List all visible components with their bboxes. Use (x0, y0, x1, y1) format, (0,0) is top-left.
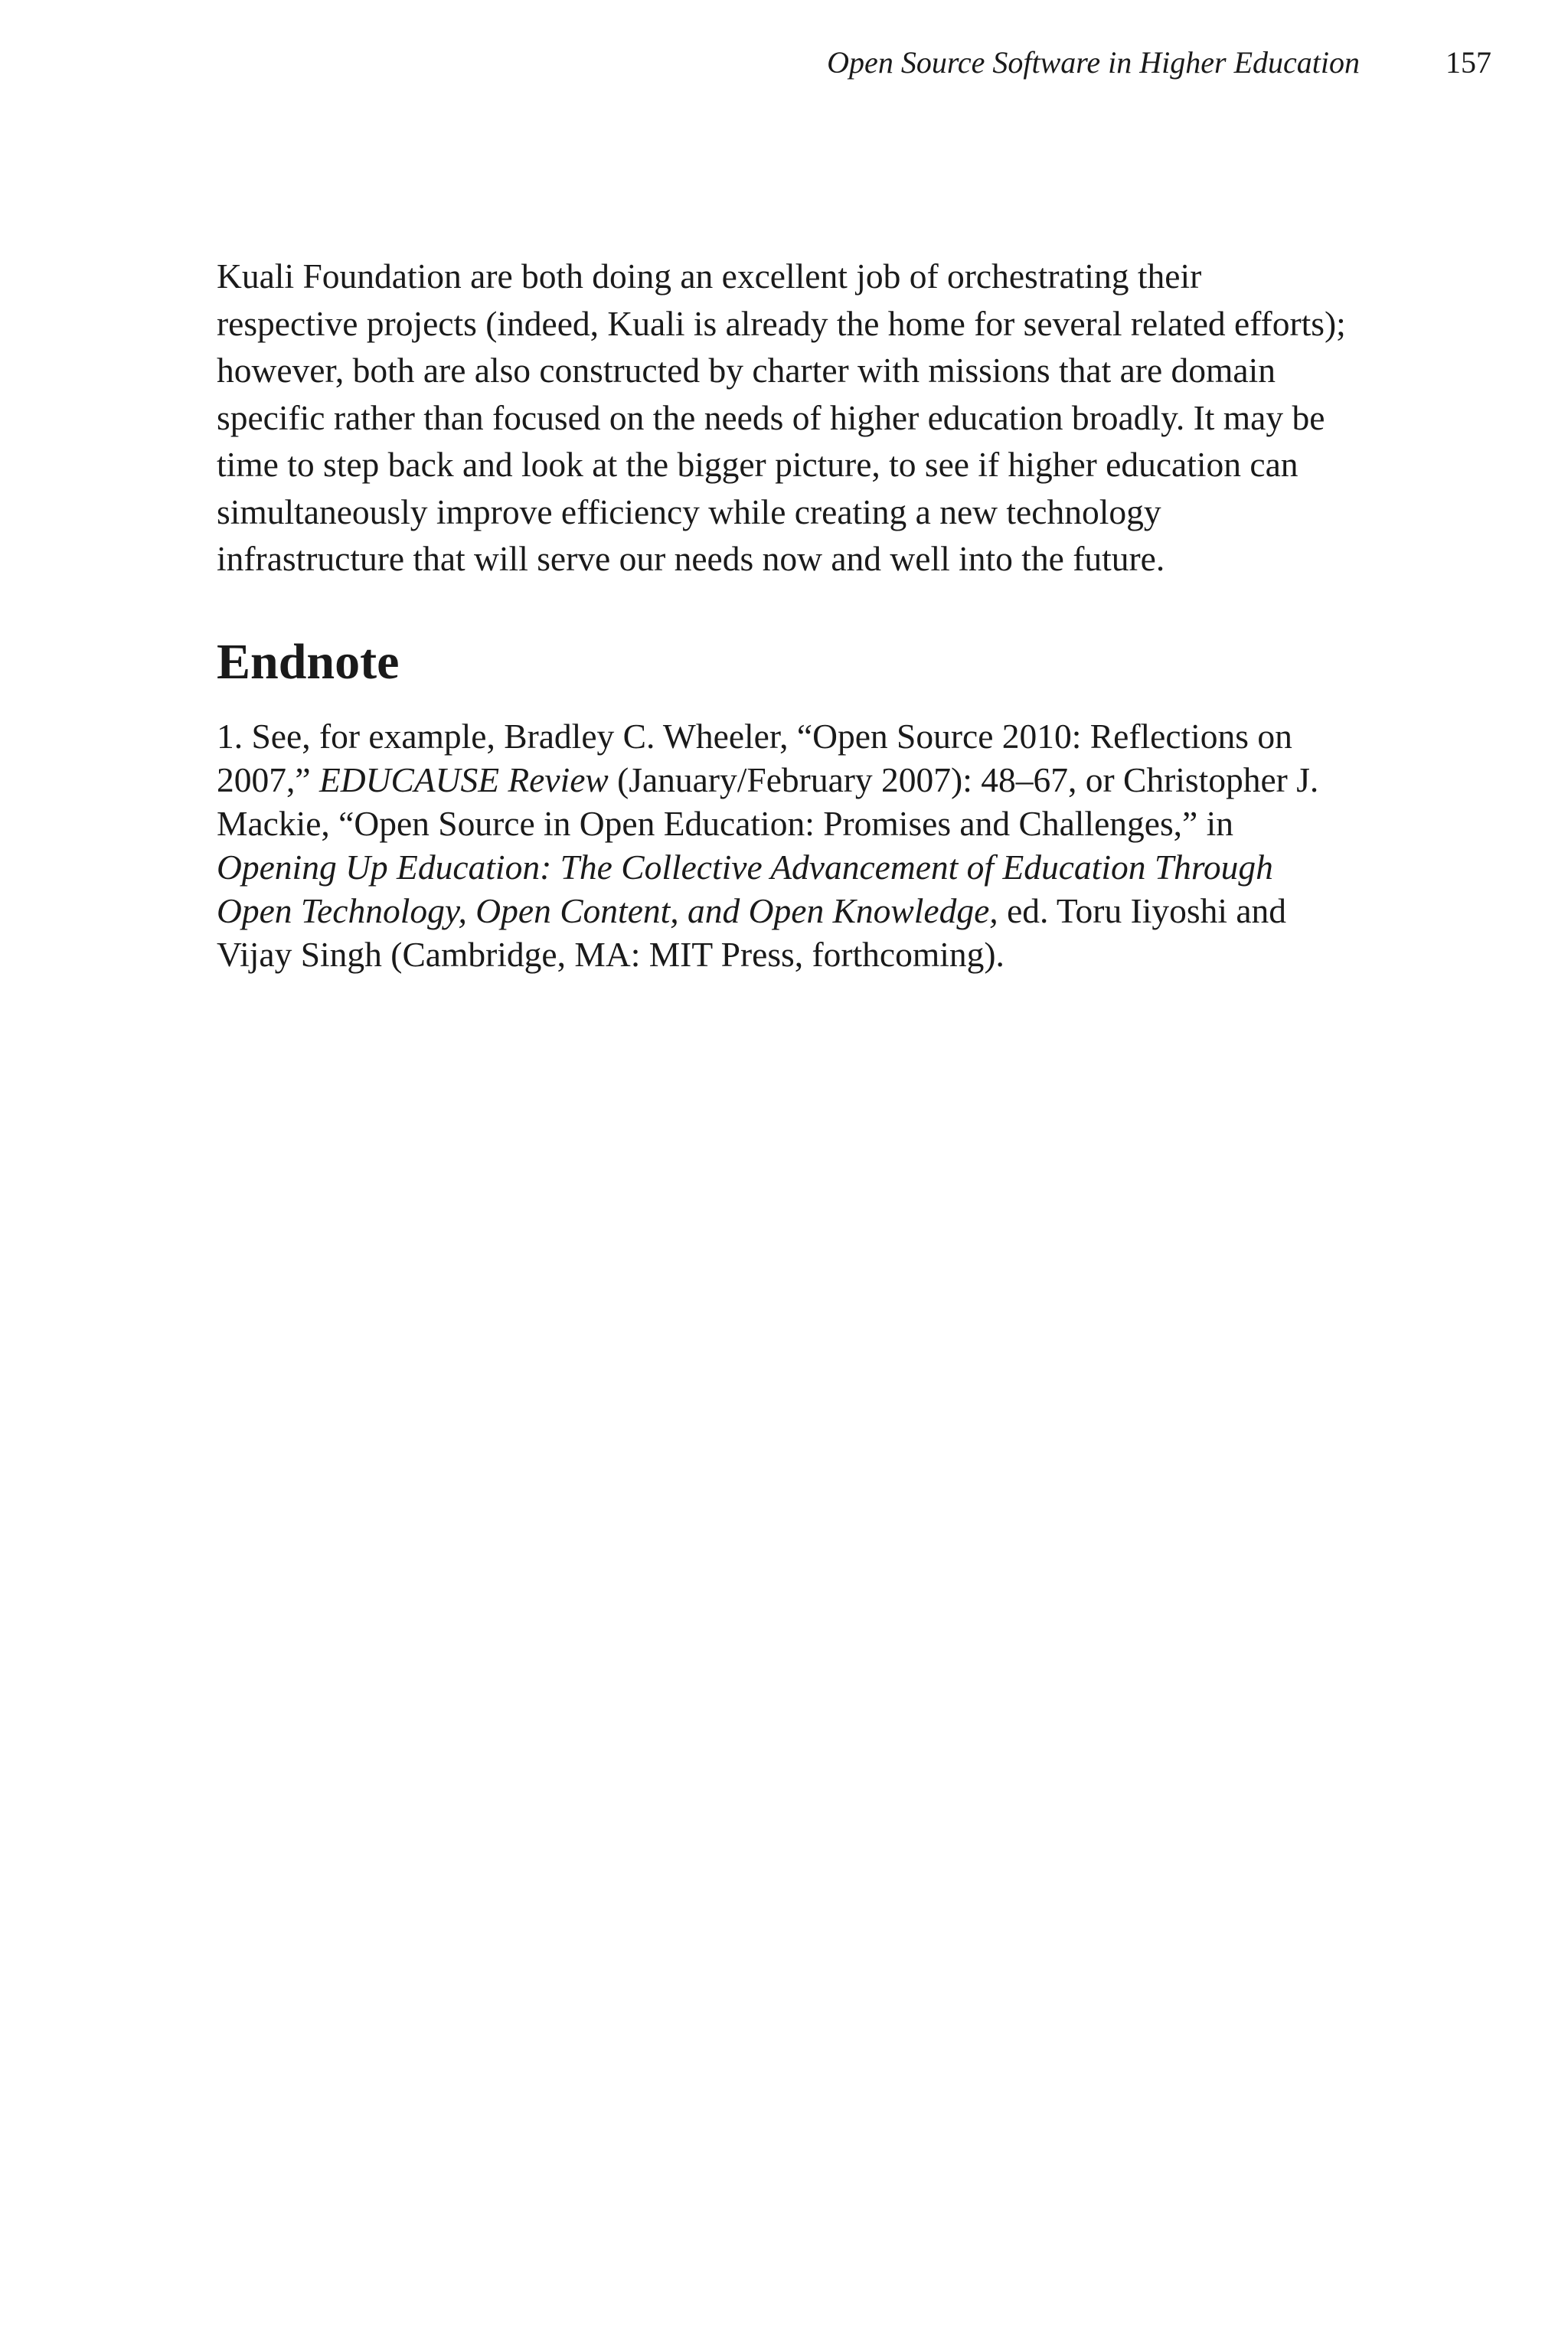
endnote-1-text-1: 1. See, for example, Bradley C. Wheeler, “Open Source 2010: Reflections on 2007,” (217, 717, 1292, 800)
page-number: 157 (1446, 45, 1491, 80)
endnote-1-journal-title: EDUCAUSE Review (318, 760, 609, 800)
endnote-1-text-3: ed. Toru Iiyoshi and Vijay Singh (Cambridge, MA: MIT Press, forthcoming). (217, 891, 1287, 975)
page-content (217, 253, 1350, 976)
running-head (827, 47, 1491, 78)
endnote-heading: Endnote (217, 633, 400, 690)
running-head-title: Open Source Software in Higher Education (827, 45, 1360, 80)
endnote-1 (217, 714, 1350, 976)
endnote-1-book-title: Opening Up Education: The Collective Advancement of Education Through Open Technology, Open Content, and Open Knowledge, (217, 848, 1273, 931)
body-paragraph: Kuali Foundation are both doing an excellent job of orchestrating their respective projects (indeed, Kuali is already the home for several related efforts); however, both are also constructed by charter with missions that are domain specific rather than focused on the needs of higher education broadly. It may be time to step back and look at the bigger picture, to see if higher education can simultaneously improve efficiency while creating a new technology infrastructure that will serve our needs now and well into the future. (217, 256, 1346, 578)
endnote-1-text-2: (January/February 2007): 48–67, or Christopher J. Mackie, “Open Source in Open Education: Promises and Challenges,” in (217, 760, 1319, 844)
